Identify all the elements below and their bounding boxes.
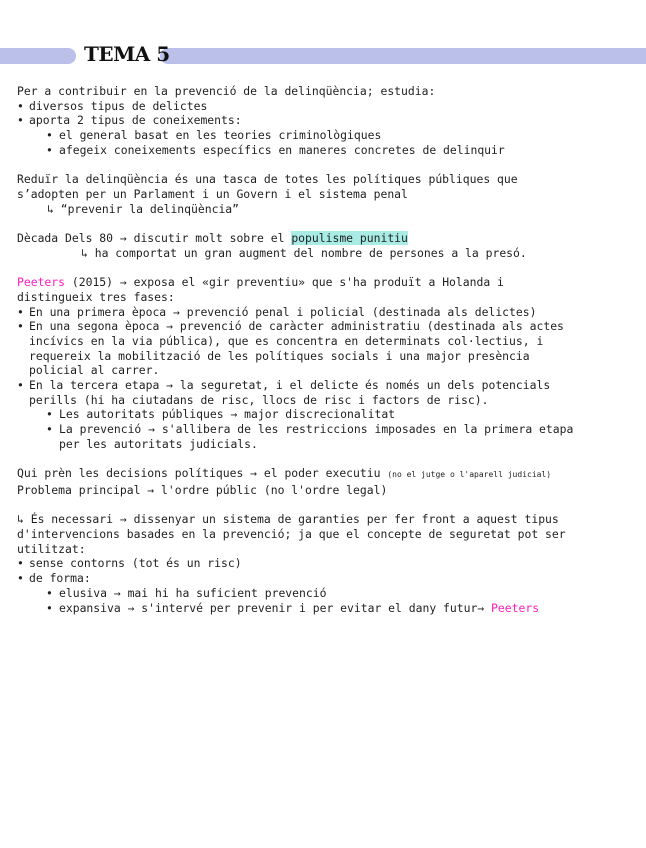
text-segment: Qui prèn les decisions polítiques → el poder executiu (17, 466, 388, 481)
author-name: Peeters (17, 275, 66, 290)
sub-list-item: • La prevenció → s'allibera de les restriccions imposades en la primera etapa (17, 422, 637, 437)
list-item-continuation: incívics en la via pública), que es concentra en determinats col·lectius, i (29, 333, 544, 348)
paragraph-line: s’adopten per un Parlament i un Govern i el sistema penal (17, 186, 408, 201)
arrow-line: ↳ “prevenir la delinqüència” (47, 201, 240, 216)
list-item: • sense contorns (tot és un risc) (17, 556, 637, 571)
paragraph-line (17, 466, 637, 483)
list-item-continuation: policial al carrer. (29, 363, 160, 378)
paragraph-line (17, 231, 637, 246)
paragraph-line: distingueix tres fases: (17, 289, 175, 304)
text-segment: Dècada Dels 80 → discutir molt sobre el (17, 231, 292, 245)
paragraph-line: d'intervencions basades en la prevenció; ja que el concepte de seguretat pot ser (17, 527, 566, 542)
list-item: • En una primera època → prevenció penal i policial (destinada als delictes) (17, 305, 637, 320)
list-item-continuation: requereix la mobilització de les polítiques socials i una major presència (29, 348, 530, 363)
highlighted-term: populisme punitiu (291, 231, 408, 245)
paragraph-line (17, 275, 637, 290)
list-item: • En la tercera etapa → la seguretat, i el delicte és només un dels potencials (17, 378, 637, 393)
author-name: Peeters (491, 600, 540, 615)
sub-list-item: • Les autoritats públiques → major discrecionalitat (17, 407, 637, 422)
small-note: (no el jutge o l'aparell judicial) (387, 470, 552, 480)
page-title: TEMA 5 (84, 42, 170, 66)
header-bar-right (160, 48, 646, 64)
sub-list-item: • el general basat en les teories criminològiques (17, 128, 637, 143)
paragraph-line: utilitzat: (17, 541, 86, 556)
list-item-continuation: perills (hi ha ciutadans de risc, llocs de risc i factors de risc). (29, 392, 489, 407)
paragraph-line: Problema principal → l'ordre públic (no l'ordre legal) (17, 482, 388, 497)
sub-list-item: • afegeix coneixements específics en maneres concretes de delinquir (17, 143, 637, 158)
text-segment: (2015) → exposa el «gir preventiu» que s'ha produït a Holanda i (65, 275, 504, 290)
header-bar-left (0, 48, 76, 64)
list-item: • diversos tipus de delictes (17, 99, 637, 114)
paragraph-line: Reduïr la delinqüència és una tasca de totes les polítiques públiques que (17, 172, 518, 187)
sub-list-item-continuation: per les autoritats judicials. (59, 436, 258, 451)
intro-line: Per a contribuir en la prevenció de la delinqüència; estudia: (17, 84, 436, 98)
sub-list-item: • elusiva → mai hi ha suficient prevenció (17, 586, 637, 601)
arrow-line: ↳ ha comportat un gran augment del nombre de persones a la presó. (81, 245, 527, 260)
text-segment: expansiva → s'intervé per prevenir i per evitar el dany futur→ (59, 600, 492, 615)
notes-body (17, 84, 637, 615)
paragraph-line: ↳ És necessari → dissenyar un sistema de garanties per fer front a aquest tipus (17, 512, 559, 527)
list-item: • aporta 2 tipus de coneixements: (17, 113, 637, 128)
list-item: • de forma: (17, 571, 637, 586)
sub-list-item (17, 601, 637, 616)
list-item: • En una segona època → prevenció de caràcter administratiu (destinada als actes (17, 319, 637, 334)
